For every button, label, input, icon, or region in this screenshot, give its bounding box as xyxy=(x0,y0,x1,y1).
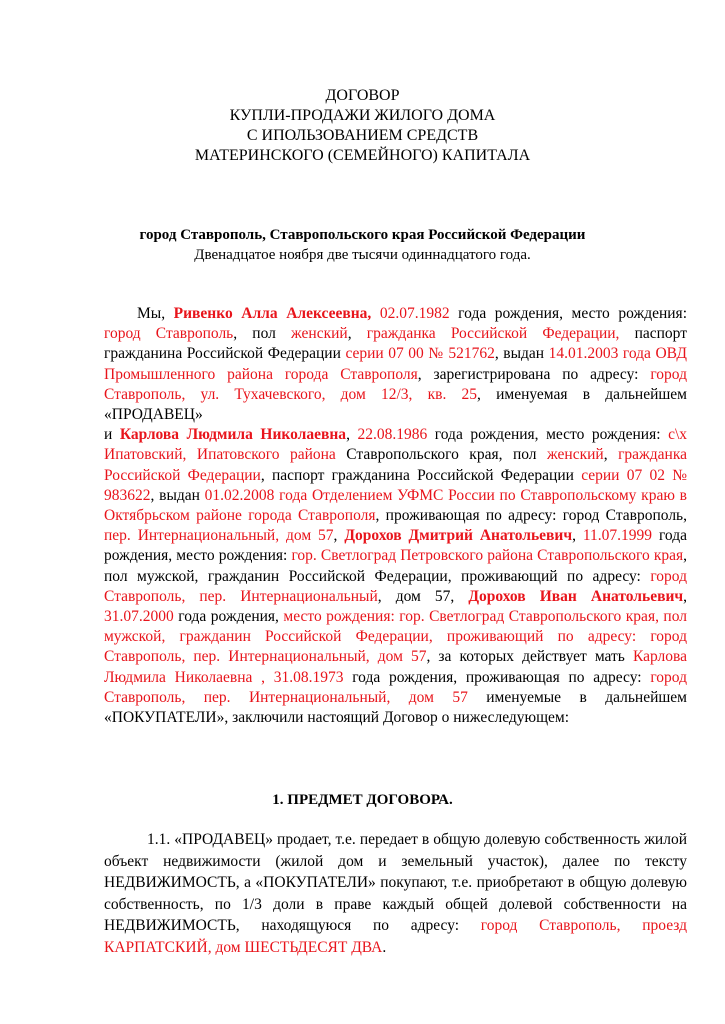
seller-citizenship: гражданка Российской Федерации, xyxy=(366,325,620,343)
buyer1-address: пер. Интернациональный, дом 57 xyxy=(104,527,334,545)
section-1-heading: 1. ПРЕДМЕТ ДОГОВОРА. xyxy=(272,792,453,808)
title-line: КУПЛИ-ПРОДАЖИ ЖИЛОГО ДОМА xyxy=(229,107,496,124)
title-line: ДОГОВОР xyxy=(325,87,400,104)
text-run: Мы, xyxy=(137,305,174,322)
text-run: , выдан xyxy=(150,486,205,504)
buyer1-birthplace: с\х Ипатовский, Ипатовского района xyxy=(104,426,688,464)
buyer2-birthplace: гор. Светлоград Петровского района Ставропольского края xyxy=(291,547,684,565)
text-run: , дом 57, xyxy=(377,587,469,605)
text-run: , за которых действует мать xyxy=(426,648,633,666)
text-run: года рождения, место рождения: xyxy=(449,305,687,322)
text-run: , xyxy=(603,446,619,464)
seller-paragraph xyxy=(104,304,687,425)
seller-gender: женский xyxy=(291,325,348,343)
buyer1-citizenship: гражданка Российской Федерации xyxy=(104,446,687,484)
seller-birthplace: город Ставрополь xyxy=(104,325,234,343)
buyer1-passport: серии 07 02 № 983622 xyxy=(104,466,688,504)
buyers-paragraph xyxy=(104,425,687,728)
seller-address: город Ставрополь, ул. Тухачевского, дом 12/3, кв. 25 xyxy=(104,365,687,403)
property-address: город Ставрополь, проезд КАРПАТСКИЙ, дом ШЕСТЬДЕСЯТ ДВА xyxy=(104,917,687,956)
text-run: именуемые в дальнейшем «ПОКУПАТЕЛИ», заключили настоящий Договор о нижеследующем: xyxy=(104,688,687,727)
buyer1-birth-date: 22.08.1986 xyxy=(357,426,428,444)
buyer3-name: Дорохов Иван Анатольевич xyxy=(468,587,684,605)
text-run: . xyxy=(382,938,387,956)
date-line: Двенадцатое ноября две тысячи одиннадцатого года. xyxy=(194,247,531,263)
buyer1-gender: женский xyxy=(547,446,604,464)
text-run: Ставропольского края, пол xyxy=(335,446,548,464)
text-run: , xyxy=(346,426,358,444)
text-run: , xyxy=(333,527,345,545)
place-line: город Ставрополь, Ставропольского края Российской Федерации xyxy=(139,227,586,243)
text-run xyxy=(371,305,380,322)
buyer3-birth-date: 31.07.2000 xyxy=(104,608,174,626)
seller-passport-issued: 14.01.2003 года ОВД Промышленного района города Ставрополя xyxy=(104,345,687,383)
text-run: , xyxy=(683,587,687,605)
text-run: и xyxy=(104,426,120,444)
text-run: 1.1. «ПРОДАВЕЦ» продает, т.е. передает в общую долевую собственность жилой объект недвижимости (жилой дом и земельный участок), далее по тексту НЕДВИЖИМОСТЬ, а «ПОКУПАТЕЛИ» покупают, т.е. приобретают в общую долевую собственность, по 1/3 доли в праве каждый общей долевой собственности на НЕДВИЖИМОСТЬ, находящуюся по адресу: xyxy=(104,831,687,934)
document-title xyxy=(0,86,725,166)
buyer2-name: Дорохов Дмитрий Анатольевич xyxy=(344,527,573,545)
text-run: , выдан xyxy=(494,345,549,363)
parties-section xyxy=(104,304,687,728)
text-run: , именуемая в дальнейшем «ПРОДАВЕЦ» xyxy=(104,385,687,424)
text-run: года рождения, xyxy=(173,608,284,626)
text-run: , xyxy=(347,325,367,343)
text-run: , проживающая по адресу: город Ставрополь, xyxy=(375,507,687,525)
text-run: , пол мужской, гражданин Российской Федерации, проживающий по адресу: xyxy=(104,547,687,585)
text-run: , зарегистрирована по адресу: xyxy=(417,365,651,383)
seller-name: Ривенко Алла Алексеевна, xyxy=(173,305,372,322)
text-run: , xyxy=(572,527,583,545)
text-run: паспорт гражданина Российской Федерации xyxy=(104,325,688,363)
place-and-date xyxy=(0,225,725,265)
seller-birth-date: 02.07.1982 xyxy=(379,305,450,322)
title-line: МАТЕРИНСКОГО (СЕМЕЙНОГО) КАПИТАЛА xyxy=(194,147,531,164)
guardian-address: город Ставрополь, пер. Интернациональный, дом 57 xyxy=(104,668,687,706)
seller-passport: серии 07 00 № 521762 xyxy=(345,345,495,363)
section-1-body xyxy=(104,829,687,958)
text-run: , паспорт гражданина Российской Федерации xyxy=(260,466,582,484)
buyer3-birthplace-address: место рождения: гор. Светлоград Ставропольского края, пол мужской, гражданин Российской Федерации, проживающий по адресу: город Ставрополь, пер. Интернациональный, дом 57 xyxy=(104,608,687,666)
text-run: года рождения, проживающая по адресу: xyxy=(343,668,651,686)
buyer1-passport-issued: 01.02.2008 года Отделением УФМС России по Ставропольскому краю в Октябрьском районе города Ставрополя xyxy=(104,486,687,525)
text-run: года рождения, место рождения: xyxy=(427,426,669,444)
buyer2-birth-date: 11.07.1999 xyxy=(582,527,653,545)
text-run: , пол xyxy=(233,325,292,343)
buyer2-address: город Ставрополь, пер. Интернациональный xyxy=(104,567,687,605)
guardian-name-birth-date: Карлова Людмила Николаевна , 31.08.1973 xyxy=(104,648,687,686)
text-run: года рождения, место рождения: xyxy=(104,527,687,565)
clause-1-1 xyxy=(104,829,687,958)
buyer1-name: Карлова Людмила Николаевна xyxy=(119,426,347,444)
title-line: С ИПОЛЬЗОВАНИЕМ СРЕДСТВ xyxy=(246,127,479,144)
